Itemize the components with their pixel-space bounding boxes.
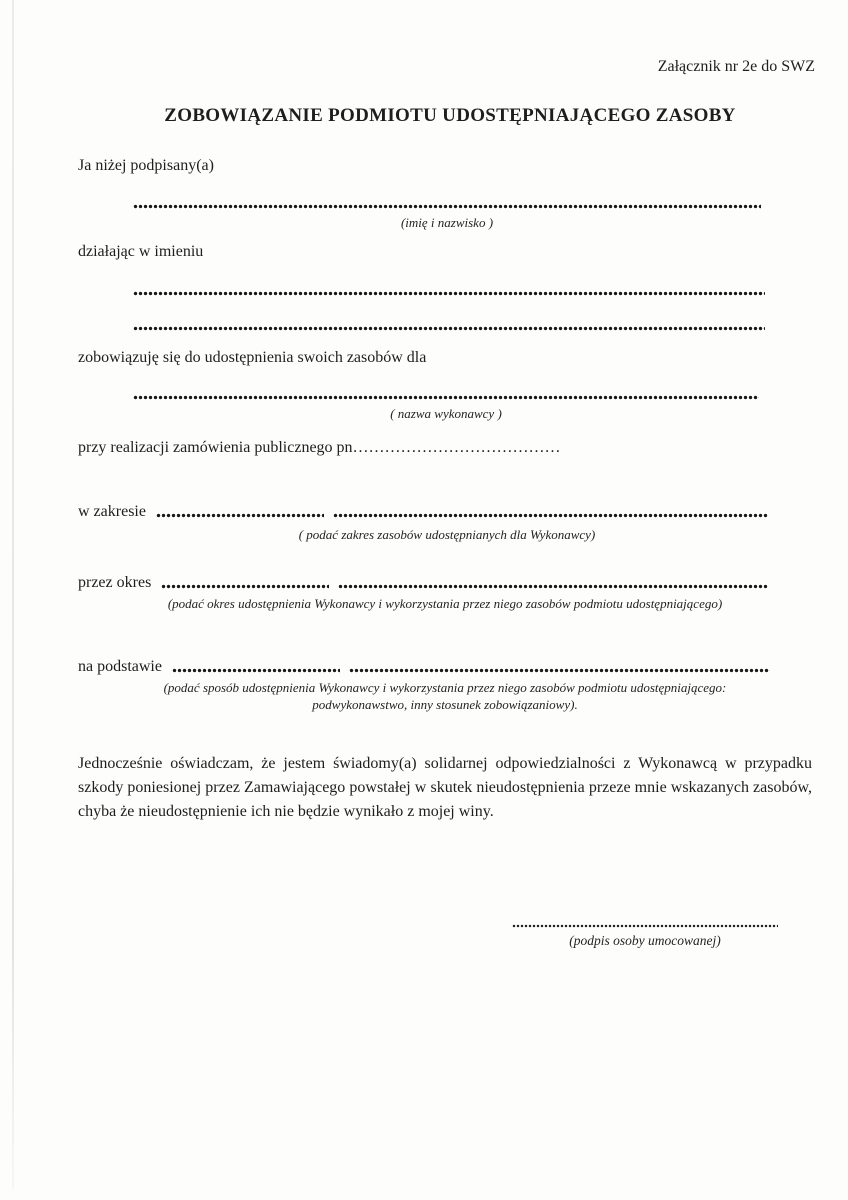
period-row (78, 574, 768, 592)
name-caption: (imię i nazwisko ) (400, 215, 494, 230)
scan-edge-artifact (12, 0, 14, 1190)
statement-line: chyba że nieudostępnienie ich nie będzie wynikało z mojej winy. (78, 803, 494, 820)
contractor-caption: ( nazwa wykonawcy ) (390, 406, 502, 421)
scope-fill-in-line-short (156, 513, 324, 518)
liability-statement (78, 752, 812, 824)
scope-label: w zakresie (78, 503, 146, 520)
statement-line: szkody poniesionej przez Zamawiającego powstałej w skutek nieudostępnienia przeze mnie wskazanych zasobów, (78, 779, 812, 796)
scope-row (78, 503, 768, 521)
basis-caption-line1: (podać sposób udostępnienia Wykonawcy i wykorzystania przez niego zasobów podmiotu udostępniającego: (163, 680, 727, 695)
period-caption: (podać okres udostępnienia Wykonawcy i wykorzystania przez niego zasobów podmiotu udostępniającego) (167, 596, 723, 611)
page-title: ZOBOWIĄZANIE PODMIOTU UDOSTĘPNIAJĄCEGO ZASOBY (164, 105, 736, 126)
basis-row (78, 658, 770, 676)
basis-label: na podstawie (78, 658, 162, 675)
period-fill-in-line-short (161, 584, 329, 589)
basis-fill-in-line-short (172, 668, 340, 673)
scope-fill-in-line-long (333, 513, 768, 518)
period-fill-in-line-long (338, 584, 768, 589)
name-fill-in-line (133, 204, 761, 209)
intro-label: Ja niżej podpisany(a) (78, 157, 214, 174)
entity-fill-in-line-1 (133, 291, 765, 296)
entity-fill-in-line-2 (133, 326, 765, 331)
signature-fill-in-line (512, 924, 778, 928)
basis-fill-in-line-long (349, 668, 770, 673)
signature-caption: (podpis osoby umocowanej) (569, 933, 721, 948)
basis-caption-line2: podwykonawstwo, inny stosunek zobowiązaniowy). (312, 697, 578, 712)
acting-label: działając w imieniu (78, 243, 204, 260)
contractor-fill-in-line (133, 395, 759, 400)
scope-caption: ( podać zakres zasobów udostępnianych dla Wykonawcy) (298, 527, 596, 542)
attachment-note: Załącznik nr 2e do SWZ (657, 58, 815, 75)
commitment-label: zobowiązuję się do udostępnienia swoich zasobów dla (78, 349, 427, 366)
realization-label: przy realizacji zamówienia publicznego pn………………………………… (78, 439, 561, 456)
statement-line: Jednocześnie oświadczam, że jestem świadomy(a) solidarnej odpowiedzialności z Wykonawcą w przypadku (78, 755, 812, 772)
period-label: przez okres (78, 574, 152, 591)
